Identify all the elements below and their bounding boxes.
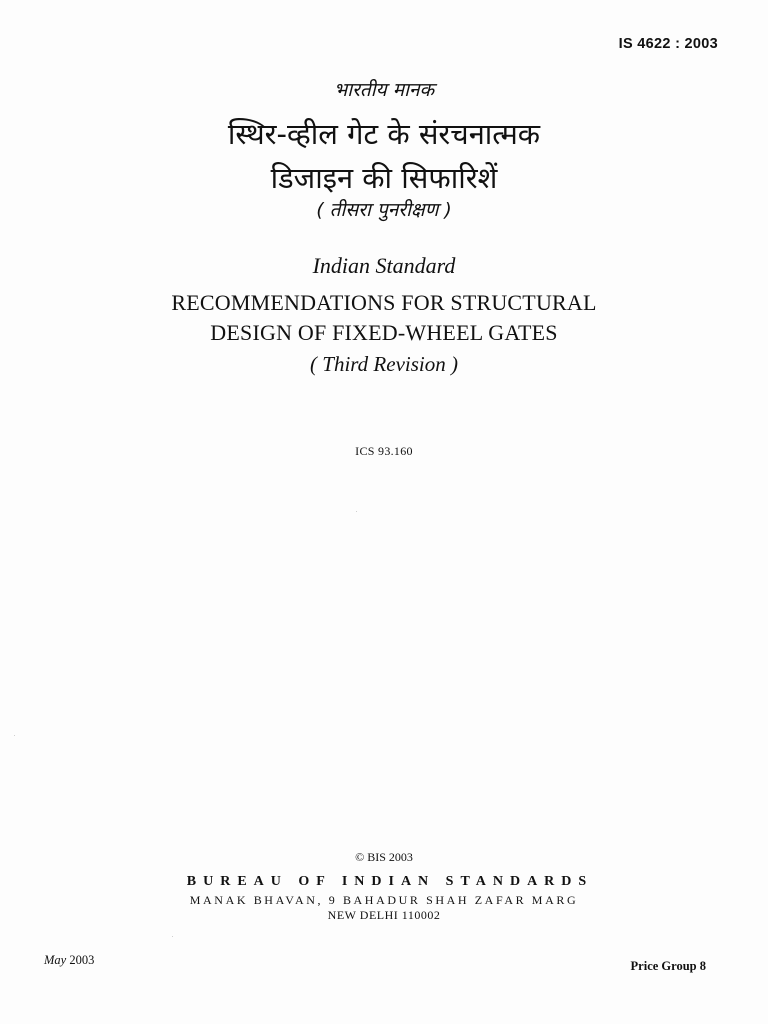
copyright-notice: © BIS 2003 xyxy=(355,850,413,864)
english-title-line-1: RECOMMENDATIONS FOR STRUCTURAL xyxy=(171,290,597,315)
publisher-address: MANAK BHAVAN, 9 BAHADUR SHAH ZAFAR MARG xyxy=(189,893,579,907)
standard-number: IS 4622 : 2003 xyxy=(618,36,718,52)
english-revision: ( Third Revision ) xyxy=(310,352,458,376)
publication-month: May xyxy=(44,953,67,967)
hindi-title-line-2: डिजाइन की सिफारिशें xyxy=(270,161,498,195)
hindi-revision: ( तीसरा पुनरीक्षण ) xyxy=(316,199,452,221)
publication-date xyxy=(44,953,94,968)
ics-code: ICS 93.160 xyxy=(355,444,413,458)
publisher-name: BUREAU OF INDIAN STANDARDS xyxy=(186,874,594,889)
english-title xyxy=(0,288,768,348)
publication-year: 2003 xyxy=(69,953,95,967)
english-standard-label: Indian Standard xyxy=(312,253,456,278)
publisher-city: NEW DELHI 110002 xyxy=(327,908,441,922)
price-group: Price Group 8 xyxy=(630,959,706,973)
hindi-standard-label: भारतीय मानक xyxy=(333,79,435,101)
scan-speck xyxy=(14,735,15,736)
scan-speck xyxy=(172,936,173,937)
scan-speck xyxy=(356,511,357,512)
hindi-title xyxy=(0,112,768,200)
hindi-title-line-1: स्थिर-व्हील गेट के संरचनात्मक xyxy=(227,117,541,151)
english-title-line-2: DESIGN OF FIXED-WHEEL GATES xyxy=(210,320,558,345)
